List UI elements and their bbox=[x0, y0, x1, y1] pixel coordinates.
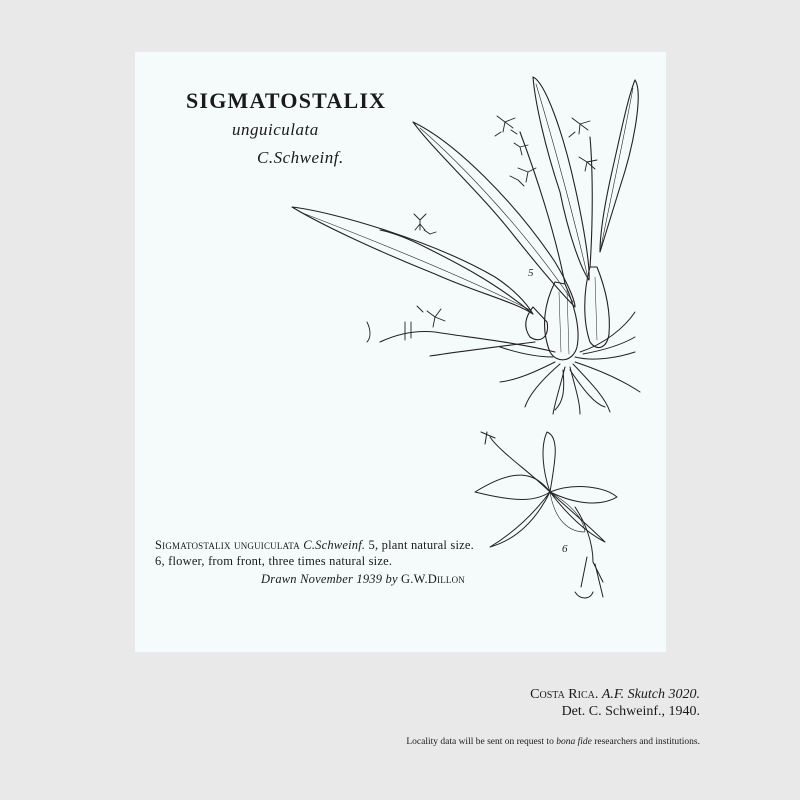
caption-drawn-by: by bbox=[385, 572, 398, 586]
roots bbox=[500, 312, 640, 414]
plate-caption bbox=[155, 537, 475, 587]
botanical-plate bbox=[135, 52, 666, 652]
plate-species-title: unguiculata bbox=[232, 120, 319, 139]
locality-note-italic: bona fide bbox=[556, 737, 592, 747]
plate-genus-title: SIGMATOSTALIX bbox=[186, 88, 387, 113]
caption-artist: G.W.Dillon bbox=[401, 572, 465, 586]
locality-note-prefix: Locality data will be sent on request to bbox=[406, 737, 554, 747]
caption-drawn-line bbox=[155, 571, 475, 587]
caption-text: 5, plant natural size. 6, flower, from front, three times natural size. bbox=[155, 538, 474, 568]
locality-note-suffix: researchers and institutions. bbox=[594, 737, 700, 747]
caption-name: Sigmatostalix unguiculata bbox=[155, 538, 300, 552]
locality-note bbox=[406, 737, 700, 747]
pseudobulb-1 bbox=[545, 282, 579, 360]
specimen-collection-line bbox=[530, 686, 700, 703]
figure-number-5: 5 bbox=[528, 267, 534, 279]
specimen-collector: A.F. Skutch 3020. bbox=[601, 687, 700, 702]
leaf-right bbox=[600, 80, 638, 252]
leaf-middle bbox=[413, 122, 575, 307]
flower-cluster bbox=[367, 116, 597, 342]
plate-author-title: C.Schweinf. bbox=[257, 148, 344, 167]
flower-front-view bbox=[475, 432, 617, 598]
specimen-label bbox=[530, 686, 700, 720]
caption-author: C.Schweinf. bbox=[303, 538, 366, 552]
specimen-determination: Det. C. Schweinf., 1940. bbox=[561, 704, 700, 719]
caption-drawn-prefix: Drawn November 1939 bbox=[261, 572, 383, 586]
leaf-tall bbox=[533, 77, 589, 280]
specimen-country: Costa Rica. bbox=[530, 687, 599, 702]
figure-number-6: 6 bbox=[562, 543, 568, 555]
